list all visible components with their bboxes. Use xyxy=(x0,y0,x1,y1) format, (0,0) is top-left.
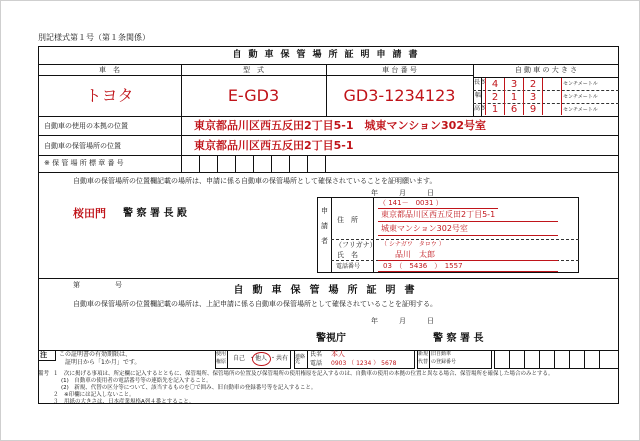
use-option-self: 自己 xyxy=(233,355,246,362)
application-statement: 自動車の保管場所の位置欄記載の場所は、申請に係る自動車の保管場所として確保されていることを証明願います。 xyxy=(73,177,437,185)
certificate-title: 自動車保管場所証明書 xyxy=(233,285,424,296)
height-label: 高さ xyxy=(474,105,487,112)
remark-line: １ 次に掲げる事項は、所定欄に記入するとともに、保管場所、保管場所の位置及び保管場所の使用権原を記入するのは、自動車の使用の本拠の位置と異なる場合、保管場所を確保した場合のみとする。 xyxy=(53,371,554,377)
use-option-shared: 共有 xyxy=(276,355,289,362)
application-title: 自動車保管場所証明申請書 xyxy=(232,50,425,60)
note-label: 注 xyxy=(40,351,47,359)
rule xyxy=(378,221,558,222)
home-value: 東京都品川区西五反田2丁目5-1 城東マンション302号室 xyxy=(194,119,486,132)
rule xyxy=(325,155,326,172)
rule xyxy=(38,75,473,76)
replace-label: 代替 xyxy=(418,359,429,365)
rule xyxy=(307,350,308,369)
rule xyxy=(378,271,558,272)
applicant-address-label: 住 所 xyxy=(337,216,358,224)
remarks-label: 備考 xyxy=(38,371,50,377)
remark-line: (1) 自動車の使用者の電話番号等の連絡先を記入すること。 xyxy=(61,378,212,384)
applicant-side-label: 申請者 xyxy=(321,207,328,245)
size-label: 自 動 車 の 大 き さ xyxy=(514,66,578,74)
rule xyxy=(524,350,525,369)
rule xyxy=(539,350,540,369)
applicant-address-line1: 東京都品川区西五反田2丁目5-1 xyxy=(381,210,496,219)
applicant-name: 品川 太郎 xyxy=(395,250,435,259)
rule xyxy=(509,350,510,369)
certificate-chief-right: 警 察 署 長 xyxy=(433,333,484,344)
rule xyxy=(253,155,254,172)
rule xyxy=(599,350,600,369)
chassis-value: GD3-1234123 xyxy=(343,86,456,105)
storage-label: 自動車の保管場所の位置 xyxy=(44,142,121,150)
rule xyxy=(38,64,619,65)
separator: ・ xyxy=(249,355,256,362)
rule xyxy=(227,350,228,369)
certificate-statement: 自動車の保管場所の位置欄記載の場所は、上記申請に係る自動車の保管場所として確保されていることを証明する。 xyxy=(73,300,437,308)
rule xyxy=(307,155,308,172)
rule xyxy=(473,90,619,91)
rule xyxy=(217,155,218,172)
contact-phone-label: 電話 xyxy=(310,360,323,367)
contact-name: 本人 xyxy=(331,350,345,358)
height-digit: 6 xyxy=(510,104,518,115)
sign-label: ※ 保 管 場 所 標 章 番 号 xyxy=(44,159,124,167)
contact-name-label: 氏名 xyxy=(310,351,323,358)
rule xyxy=(373,197,374,273)
application-date: 年 月 日 xyxy=(371,189,434,197)
form-id: 別記様式第１号（第１条関係） xyxy=(38,33,150,42)
separator: ・ xyxy=(270,355,277,362)
note-line1: この証明書の有効期限は、 xyxy=(59,351,132,358)
use-label: 権原 xyxy=(216,359,227,365)
applicant-address-line2: 城東マンション302号室 xyxy=(381,224,468,233)
rule xyxy=(271,155,272,172)
height-unit: センチメートル xyxy=(563,107,598,113)
model-label: 型 式 xyxy=(243,66,264,74)
chassis-label: 車 台 番 号 xyxy=(382,66,417,74)
width-digit: 3 xyxy=(529,92,537,103)
police-chief-label: 警 察 署 長 殿 xyxy=(123,208,187,219)
furigana-label: （フリガナ） xyxy=(335,241,377,249)
remark-line: (2) 新規、代替の区分等について、該当するものを〇で囲み、旧自動車の登録番号等を記入すること。 xyxy=(61,385,317,391)
car-name-value: トヨタ xyxy=(85,86,134,105)
length-digit: 2 xyxy=(529,79,537,90)
rule xyxy=(331,197,332,273)
certificate-date: 年 月 日 xyxy=(371,317,434,325)
rule xyxy=(38,278,619,279)
rule xyxy=(584,350,585,369)
prev-plate-box xyxy=(494,350,619,369)
rule xyxy=(378,235,558,236)
home-label: 自動車の使用の本拠の位置 xyxy=(44,122,128,130)
rule xyxy=(38,116,619,117)
remark-line: ２ ※印欄には記入しないこと。 xyxy=(53,392,135,398)
applicant-phone-label: 電話番号 xyxy=(336,263,361,270)
applicant-postal: （ 141－ 0031 ） xyxy=(379,199,443,207)
width-label: 幅 xyxy=(474,92,481,99)
length-digit: 3 xyxy=(510,79,518,90)
prev-vehicle-label: 旧自動車 xyxy=(431,351,452,357)
model-value: E-GD3 xyxy=(227,86,280,105)
applicant-name-label: 氏 名 xyxy=(337,251,358,259)
rule xyxy=(542,78,543,115)
selected-circle xyxy=(252,352,271,366)
rule xyxy=(181,116,182,172)
width-digit: 1 xyxy=(510,92,518,103)
length-label: 長さ xyxy=(474,79,487,86)
height-digit: 1 xyxy=(491,104,499,115)
prev-vehicle-label: の登録番号 xyxy=(431,359,457,365)
contact-phone: 0903 （ 1234 ） 5678 xyxy=(331,360,397,367)
applicant-phone: 03 （ 5436 ） 1557 xyxy=(383,262,463,270)
storage-value: 東京都品川区西五反田2丁目5-1 xyxy=(194,139,354,152)
rule xyxy=(331,239,579,240)
rule xyxy=(235,155,236,172)
rule xyxy=(289,155,290,172)
rule xyxy=(429,350,430,369)
car-name-label: 車 名 xyxy=(99,66,120,74)
use-label: 使用 xyxy=(216,351,227,357)
rule xyxy=(38,155,619,156)
length-digit: 4 xyxy=(491,79,499,90)
police-station-name: 桜田門 xyxy=(73,207,106,220)
length-unit: センチメートル xyxy=(563,81,598,87)
rule xyxy=(561,78,562,115)
remark-line: ３ 用紙の大きさは、日本産業規格A列４番とすること。 xyxy=(53,399,195,405)
rule xyxy=(554,350,555,369)
width-unit: センチメートル xyxy=(563,94,598,100)
rule xyxy=(378,260,558,261)
use-option-other: 他人 xyxy=(255,355,268,362)
rule xyxy=(473,77,619,78)
contact-label: 連絡先 xyxy=(295,354,306,365)
rule xyxy=(378,208,498,209)
rule xyxy=(38,172,619,173)
height-digit: 9 xyxy=(529,104,537,115)
width-digit: 2 xyxy=(491,92,499,103)
certificate-number-label: 第 号 xyxy=(73,281,122,289)
rule xyxy=(199,155,200,172)
new-label: 新規 xyxy=(418,351,429,357)
applicant-furigana: （ シナガワ タロウ ） xyxy=(381,241,445,248)
rule xyxy=(38,135,619,136)
certificate-chief-left: 警視庁 xyxy=(316,333,346,344)
note-line2: 証明日から「1か月」です。 xyxy=(65,359,141,366)
rule xyxy=(569,350,570,369)
